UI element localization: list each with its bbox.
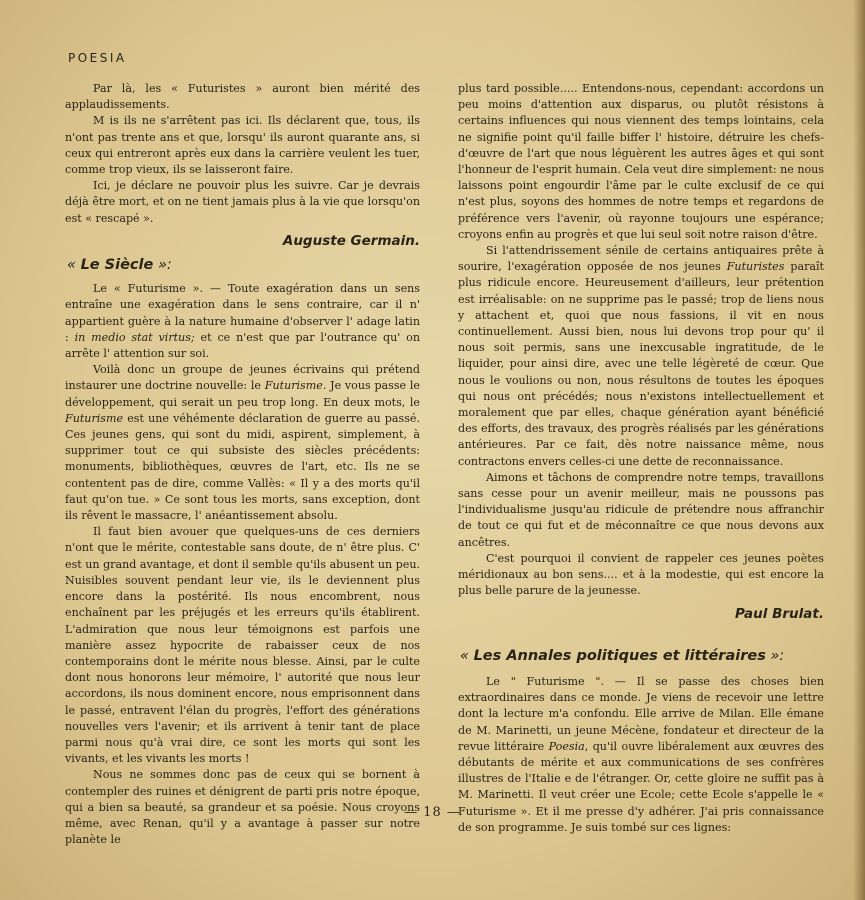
signature-paul-brulat: Paul Brulat. bbox=[735, 605, 824, 622]
emphasis: Futuristes bbox=[726, 260, 785, 274]
emphasis: Poesia bbox=[548, 739, 585, 753]
paragraph: Aimons et tâchons de comprendre notre temps, travaillons sans cesse pour un avenir meilleur, mais ne poussons pas l'individualisme jusqu'au ridicule de prétendre nous affranchir de tout ce qui fut et de méconnaître ce que nous devons aux ancêtres. bbox=[458, 470, 824, 549]
section-title: Le Siècle bbox=[80, 257, 154, 274]
paragraph: Ici, je déclare ne pouvoir plus les suivre. Car je devrais déjà être mort, et on ne tient jamais plus à la vie que lorsqu'on est « rescapé ». bbox=[65, 179, 420, 225]
section-heading-annales bbox=[460, 648, 824, 664]
latin-quote: in medio stat virtus; bbox=[74, 330, 195, 344]
paragraph bbox=[458, 243, 824, 470]
paragraph: Nous ne sommes donc pas de ceux qui se bornent à contempler des ruines et dénigrent de parti pris notre époque, qui a bien sa beauté, sa grandeur et sa poésie. Nous croyons même, avec Renan, qu'il y a avantage à passer sur notre planète le bbox=[65, 768, 420, 847]
running-header: POESIA bbox=[68, 51, 127, 65]
paragraph: C'est pourquoi il convient de rappeler ces jeunes poètes méridionaux au bon sens.... et à la modestie, qui est encore la plus belle parure de la jeunesse. bbox=[458, 551, 824, 598]
page-number: — 18 — bbox=[404, 805, 461, 820]
left-column bbox=[65, 81, 420, 848]
text-run: Si l'attendrissement sénile de certains antiquaires prête à sourire, l'exagération opposée de nos jeunes bbox=[458, 244, 824, 274]
text-run: Le « Futurisme ». — Toute exagération dans un sens entraîne une exagération dans le sens contraire, car il n' appartient guère à la nature humaine d'observer l' adage latin : bbox=[65, 282, 420, 344]
quote-open: « bbox=[460, 647, 474, 664]
paragraph: plus tard possible..... Entendons-nous, cependant: accordons un peu moins d'attention aux disparus, ou plutôt résistons à certains influences qui nous viennent des temps lointains, cela ne signifie point qu'il faille biffer l' histoire, détruire les chefs-d'œuvre de l'art que nous léguèrent les autres âges et qui sont l'honneur de l'esprit humain. Cela veut dire simplement: ne nous laissons point engourdir l'âme par le culte exclusif de ce qui n'est plus, soyons des hommes de notre temps et regardons de préférence vers l'avenir, où rayonne toujours une espérance; croyons enfin au progrès et que lui seul soit notre raison d'être. bbox=[458, 82, 824, 241]
text-run: paraît plus ridicule encore. Heureusement d'ailleurs, leur prétention est irréalisable: on ne supprime pas le passé; trop de liens nous y attachent et, quoi que nous fassions, il vit en nous continuellement. Aussi bien, nous lui devons trop pour qu' il nous soit permis, sans une inexcusable ingratitude, de le liquider, pour ainsi dire, avec une telle légèreté de cœur. Que nous le voulions ou non, nous résultons de toutes les époques qui nous ont précédés; nous n'existons intellectuellement et moralement que par elles, chaque génération ayant bénéficié des efforts, des travaux, des progrès réalisés par les générations antérieures. Par ce fait, dès notre naissance même, nous contractons envers celles-ci une dette de reconnaissance. bbox=[458, 260, 824, 468]
text-run: , qu'il ouvre libéralement aux œuvres des débutants de mérite et aux communications de ses confrères illustres de l'Italie e de l'étranger. Or, cette gloire ne suffit pas à M. Marinetti. Il veut créer une Ecole; cette Ecole s'appelle le « Futurisme ». Et il me presse d'y adhérer. J'ai pris connaissance de son programme. Je suis tombé sur ces lignes: bbox=[458, 739, 824, 834]
emphasis: Futurisme bbox=[65, 411, 124, 425]
section-heading-le-siecle bbox=[67, 257, 420, 273]
quote-open: « bbox=[67, 257, 81, 274]
quote-close: »: bbox=[765, 647, 785, 664]
right-column bbox=[458, 81, 824, 836]
paragraph: M is ils ne s'arrêtent pas ici. Ils déclarent que, tous, ils n'ont pas trente ans et que, lorsqu' ils auront quarante ans, si ceux qui entreront après eux dans la carrière veulent les tuer, comme trop vieux, ils se laisseront faire. bbox=[65, 114, 420, 177]
text-run: Le " Futurisme ". — Il se passe des choses bien extraordinaires dans ce monde. Je viens de recevoir une lettre dont la lecture m'a confondu. Elle arrive de Milan. Elle émane de M. Marinetti, un jeune Mécène, fondateur et directeur de la revue littéraire bbox=[458, 674, 824, 753]
text-run: . Je vous passe le développement, qui serait un peu trop long. En deux mots, le bbox=[65, 379, 420, 409]
paragraph: Il faut bien avouer que quelques-uns de ces derniers n'ont que le mérite, contestable sans doute, de n' être plus. C' est un grand avantage, et dont il semble qu'ils abusent un peu. Nuisibles souvent pendant leur vie, ils le deviennent plus encore dans la postérité. Ils nous encombrent, nous enchaînent par les préjugés et les erreurs qu'ils établirent. L'admiration que nous leur témoignons est parfois une manière assez hypocrite de rabaisser ceux de nos contemporains dont le mérite nous blesse. Ainsi, par le culte dont nous honorons leur mémoire, l' autorité que nous leur accordons, ils nous dominent encore, nous emprisonnent dans le passé, entravent l'élan du progrès, l'effort des générations nouvelles vers l'avenir; et ils arrivent à tenir tant de place parmi nous qu'à vrai dire, ce sont les morts qui sont les vivants, et les vivants les morts ! bbox=[65, 525, 420, 766]
quote-close: »: bbox=[153, 257, 172, 274]
page-edge-shadow bbox=[853, 0, 865, 900]
paragraph: Par là, les « Futuristes » auront bien mérité des applaudissements. bbox=[65, 82, 420, 112]
emphasis: Futurisme bbox=[264, 379, 323, 393]
signature-auguste-germain: Auguste Germain. bbox=[282, 232, 420, 249]
text-run: est une véhémente déclaration de guerre au passé. Ces jeunes gens, qui sont du midi, aspirent, simplement, à supprimer tout ce qui subsiste des siècles précédents: monuments, bibliothèques, œuvres de l'art, etc. Ils ne se contentent pas de dire, comme Vallès: « Il y a des morts qu'il faut qu'on tue. » Ce sont tous les morts, sans exception, dont ils rêvent le massacre, l' anéantissement absolu. bbox=[65, 411, 420, 523]
section-title: Les Annales politiques et littéraires bbox=[473, 647, 766, 664]
paragraph bbox=[65, 281, 420, 362]
paragraph bbox=[65, 362, 420, 524]
text-run: et ce n'est que par l'outrance qu' on arrête l' attention sur soi. bbox=[65, 330, 420, 361]
text-run: Voilà donc un groupe de jeunes écrivains qui prétend instaurer une doctrine nouvelle: le bbox=[65, 363, 420, 393]
